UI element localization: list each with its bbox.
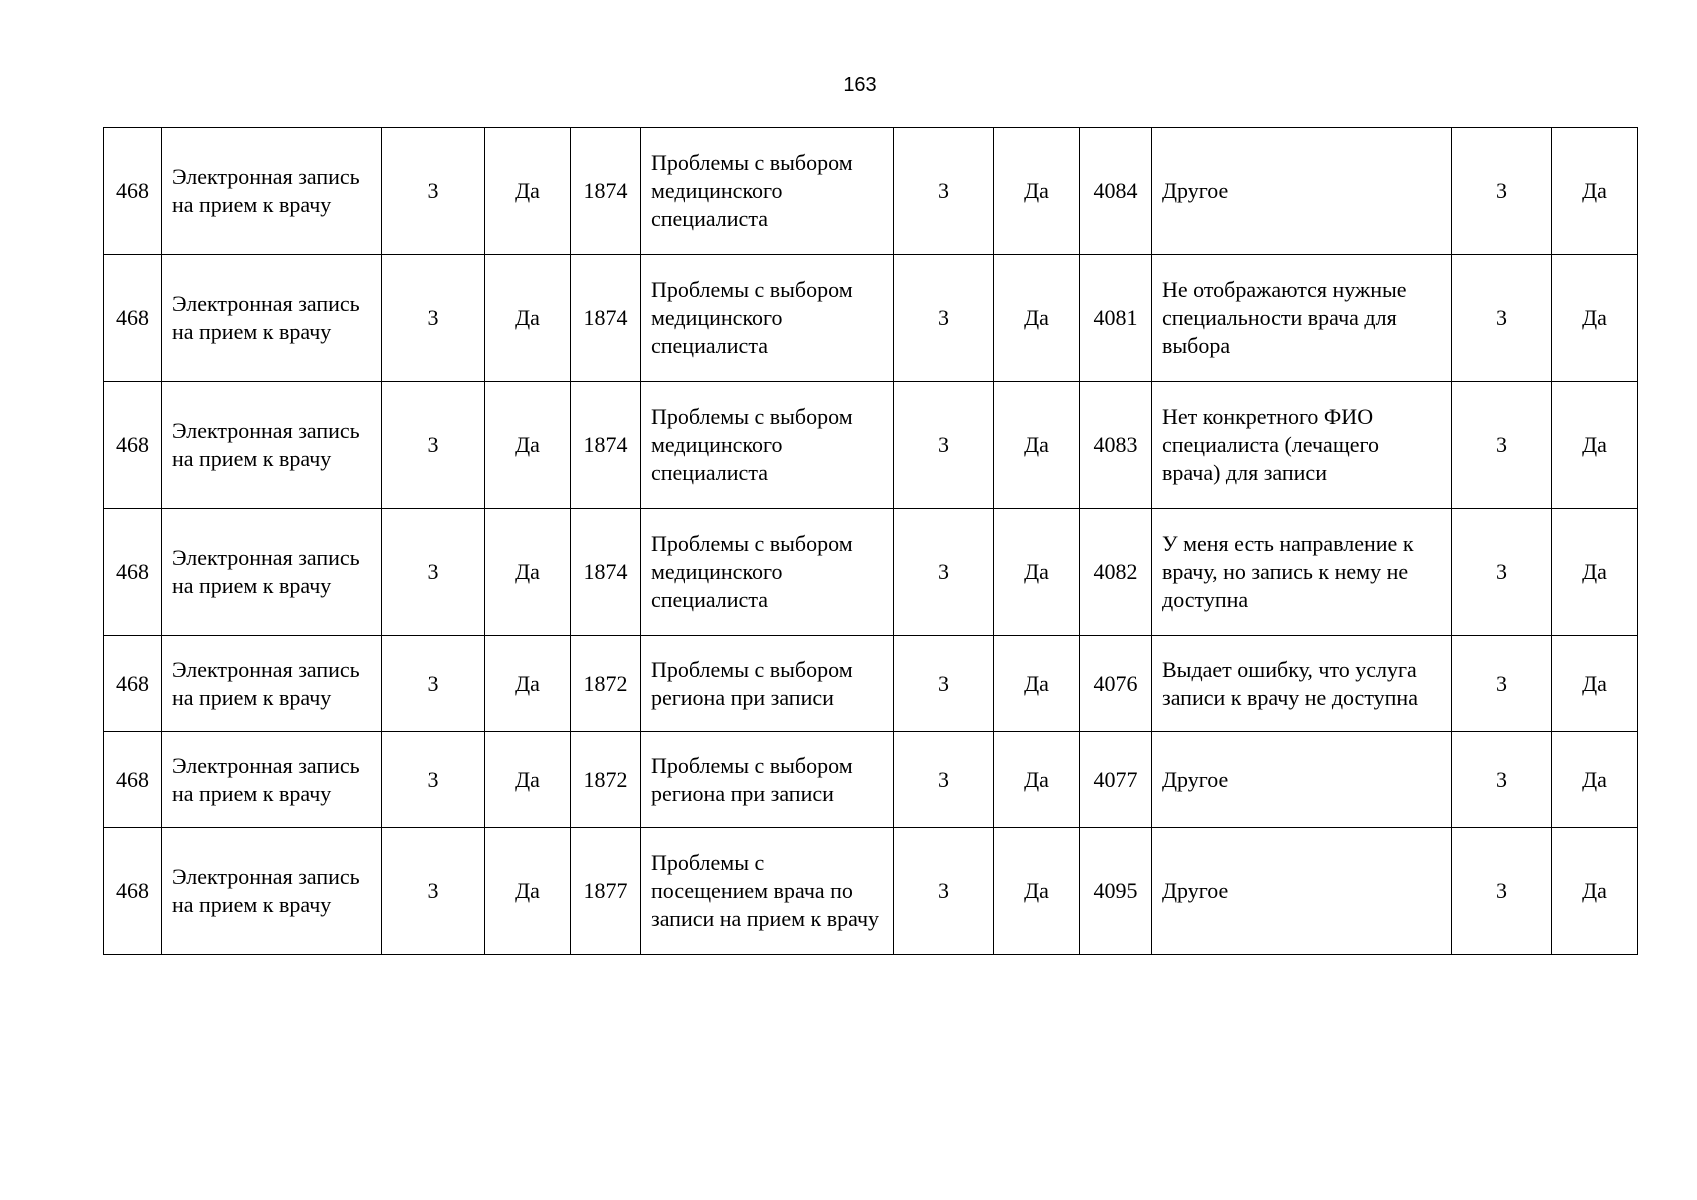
subcategory-level-cell: 3 [1452, 828, 1552, 955]
service-id-cell: 468 [104, 128, 162, 255]
subcategory-id-cell: 4095 [1080, 828, 1152, 955]
category-name-cell: Проблемы с выбором региона при записи [641, 636, 894, 732]
page-number: 163 [843, 74, 877, 96]
data-table [103, 127, 1638, 955]
subcategory-id-cell: 4084 [1080, 128, 1152, 255]
category-id-cell: 1877 [571, 828, 641, 955]
subcategory-id-cell: 4077 [1080, 732, 1152, 828]
service-id-cell: 468 [104, 732, 162, 828]
category-flag-cell: Да [994, 128, 1080, 255]
table-row [104, 128, 1638, 255]
category-id-cell: 1874 [571, 382, 641, 509]
table-row [104, 382, 1638, 509]
subcategory-level-cell: 3 [1452, 128, 1552, 255]
category-flag-cell: Да [994, 382, 1080, 509]
service-id-cell: 468 [104, 636, 162, 732]
service-name-cell: Электронная запись на прием к врачу [162, 732, 382, 828]
service-flag-cell: Да [485, 255, 571, 382]
category-name-cell: Проблемы с посещением врача по записи на прием к врачу [641, 828, 894, 955]
subcategory-name-cell: Другое [1152, 828, 1452, 955]
subcategory-level-cell: 3 [1452, 255, 1552, 382]
subcategory-id-cell: 4083 [1080, 382, 1152, 509]
table-row [104, 636, 1638, 732]
table-row [104, 828, 1638, 955]
service-level-cell: 3 [382, 255, 485, 382]
service-name-cell: Электронная запись на прием к врачу [162, 636, 382, 732]
subcategory-level-cell: 3 [1452, 636, 1552, 732]
service-flag-cell: Да [485, 636, 571, 732]
service-id-cell: 468 [104, 255, 162, 382]
subcategory-level-cell: 3 [1452, 732, 1552, 828]
subcategory-id-cell: 4081 [1080, 255, 1152, 382]
category-id-cell: 1874 [571, 509, 641, 636]
table-row [104, 255, 1638, 382]
subcategory-name-cell: Другое [1152, 128, 1452, 255]
category-level-cell: 3 [894, 732, 994, 828]
service-level-cell: 3 [382, 732, 485, 828]
service-level-cell: 3 [382, 636, 485, 732]
category-name-cell: Проблемы с выбором медицинского специалиста [641, 128, 894, 255]
service-flag-cell: Да [485, 382, 571, 509]
subcategory-id-cell: 4082 [1080, 509, 1152, 636]
category-name-cell: Проблемы с выбором медицинского специалиста [641, 255, 894, 382]
service-flag-cell: Да [485, 828, 571, 955]
category-flag-cell: Да [994, 636, 1080, 732]
subcategory-flag-cell: Да [1552, 255, 1638, 382]
subcategory-level-cell: 3 [1452, 509, 1552, 636]
category-level-cell: 3 [894, 255, 994, 382]
service-id-cell: 468 [104, 509, 162, 636]
table-row [104, 732, 1638, 828]
service-name-cell: Электронная запись на прием к врачу [162, 382, 382, 509]
category-flag-cell: Да [994, 828, 1080, 955]
subcategory-name-cell: Нет конкретного ФИО специалиста (лечащего врача) для записи [1152, 382, 1452, 509]
category-id-cell: 1872 [571, 636, 641, 732]
category-flag-cell: Да [994, 732, 1080, 828]
category-flag-cell: Да [994, 509, 1080, 636]
service-name-cell: Электронная запись на прием к врачу [162, 509, 382, 636]
service-flag-cell: Да [485, 509, 571, 636]
subcategory-name-cell: Не отображаются нужные специальности врача для выбора [1152, 255, 1452, 382]
category-name-cell: Проблемы с выбором медицинского специалиста [641, 509, 894, 636]
subcategory-flag-cell: Да [1552, 636, 1638, 732]
service-name-cell: Электронная запись на прием к врачу [162, 128, 382, 255]
subcategory-name-cell: Другое [1152, 732, 1452, 828]
category-level-cell: 3 [894, 509, 994, 636]
category-id-cell: 1874 [571, 255, 641, 382]
service-id-cell: 468 [104, 382, 162, 509]
category-name-cell: Проблемы с выбором медицинского специалиста [641, 382, 894, 509]
service-name-cell: Электронная запись на прием к врачу [162, 828, 382, 955]
subcategory-level-cell: 3 [1452, 382, 1552, 509]
subcategory-name-cell: У меня есть направление к врачу, но запись к нему не доступна [1152, 509, 1452, 636]
subcategory-flag-cell: Да [1552, 509, 1638, 636]
service-flag-cell: Да [485, 128, 571, 255]
subcategory-flag-cell: Да [1552, 128, 1638, 255]
subcategory-id-cell: 4076 [1080, 636, 1152, 732]
service-level-cell: 3 [382, 509, 485, 636]
category-name-cell: Проблемы с выбором региона при записи [641, 732, 894, 828]
service-level-cell: 3 [382, 128, 485, 255]
category-level-cell: 3 [894, 128, 994, 255]
service-flag-cell: Да [485, 732, 571, 828]
service-level-cell: 3 [382, 828, 485, 955]
service-id-cell: 468 [104, 828, 162, 955]
category-id-cell: 1872 [571, 732, 641, 828]
subcategory-flag-cell: Да [1552, 732, 1638, 828]
category-level-cell: 3 [894, 382, 994, 509]
category-flag-cell: Да [994, 255, 1080, 382]
category-level-cell: 3 [894, 636, 994, 732]
subcategory-name-cell: Выдает ошибку, что услуга записи к врачу не доступна [1152, 636, 1452, 732]
subcategory-flag-cell: Да [1552, 382, 1638, 509]
subcategory-flag-cell: Да [1552, 828, 1638, 955]
table-row [104, 509, 1638, 636]
category-level-cell: 3 [894, 828, 994, 955]
service-name-cell: Электронная запись на прием к врачу [162, 255, 382, 382]
service-level-cell: 3 [382, 382, 485, 509]
category-id-cell: 1874 [571, 128, 641, 255]
